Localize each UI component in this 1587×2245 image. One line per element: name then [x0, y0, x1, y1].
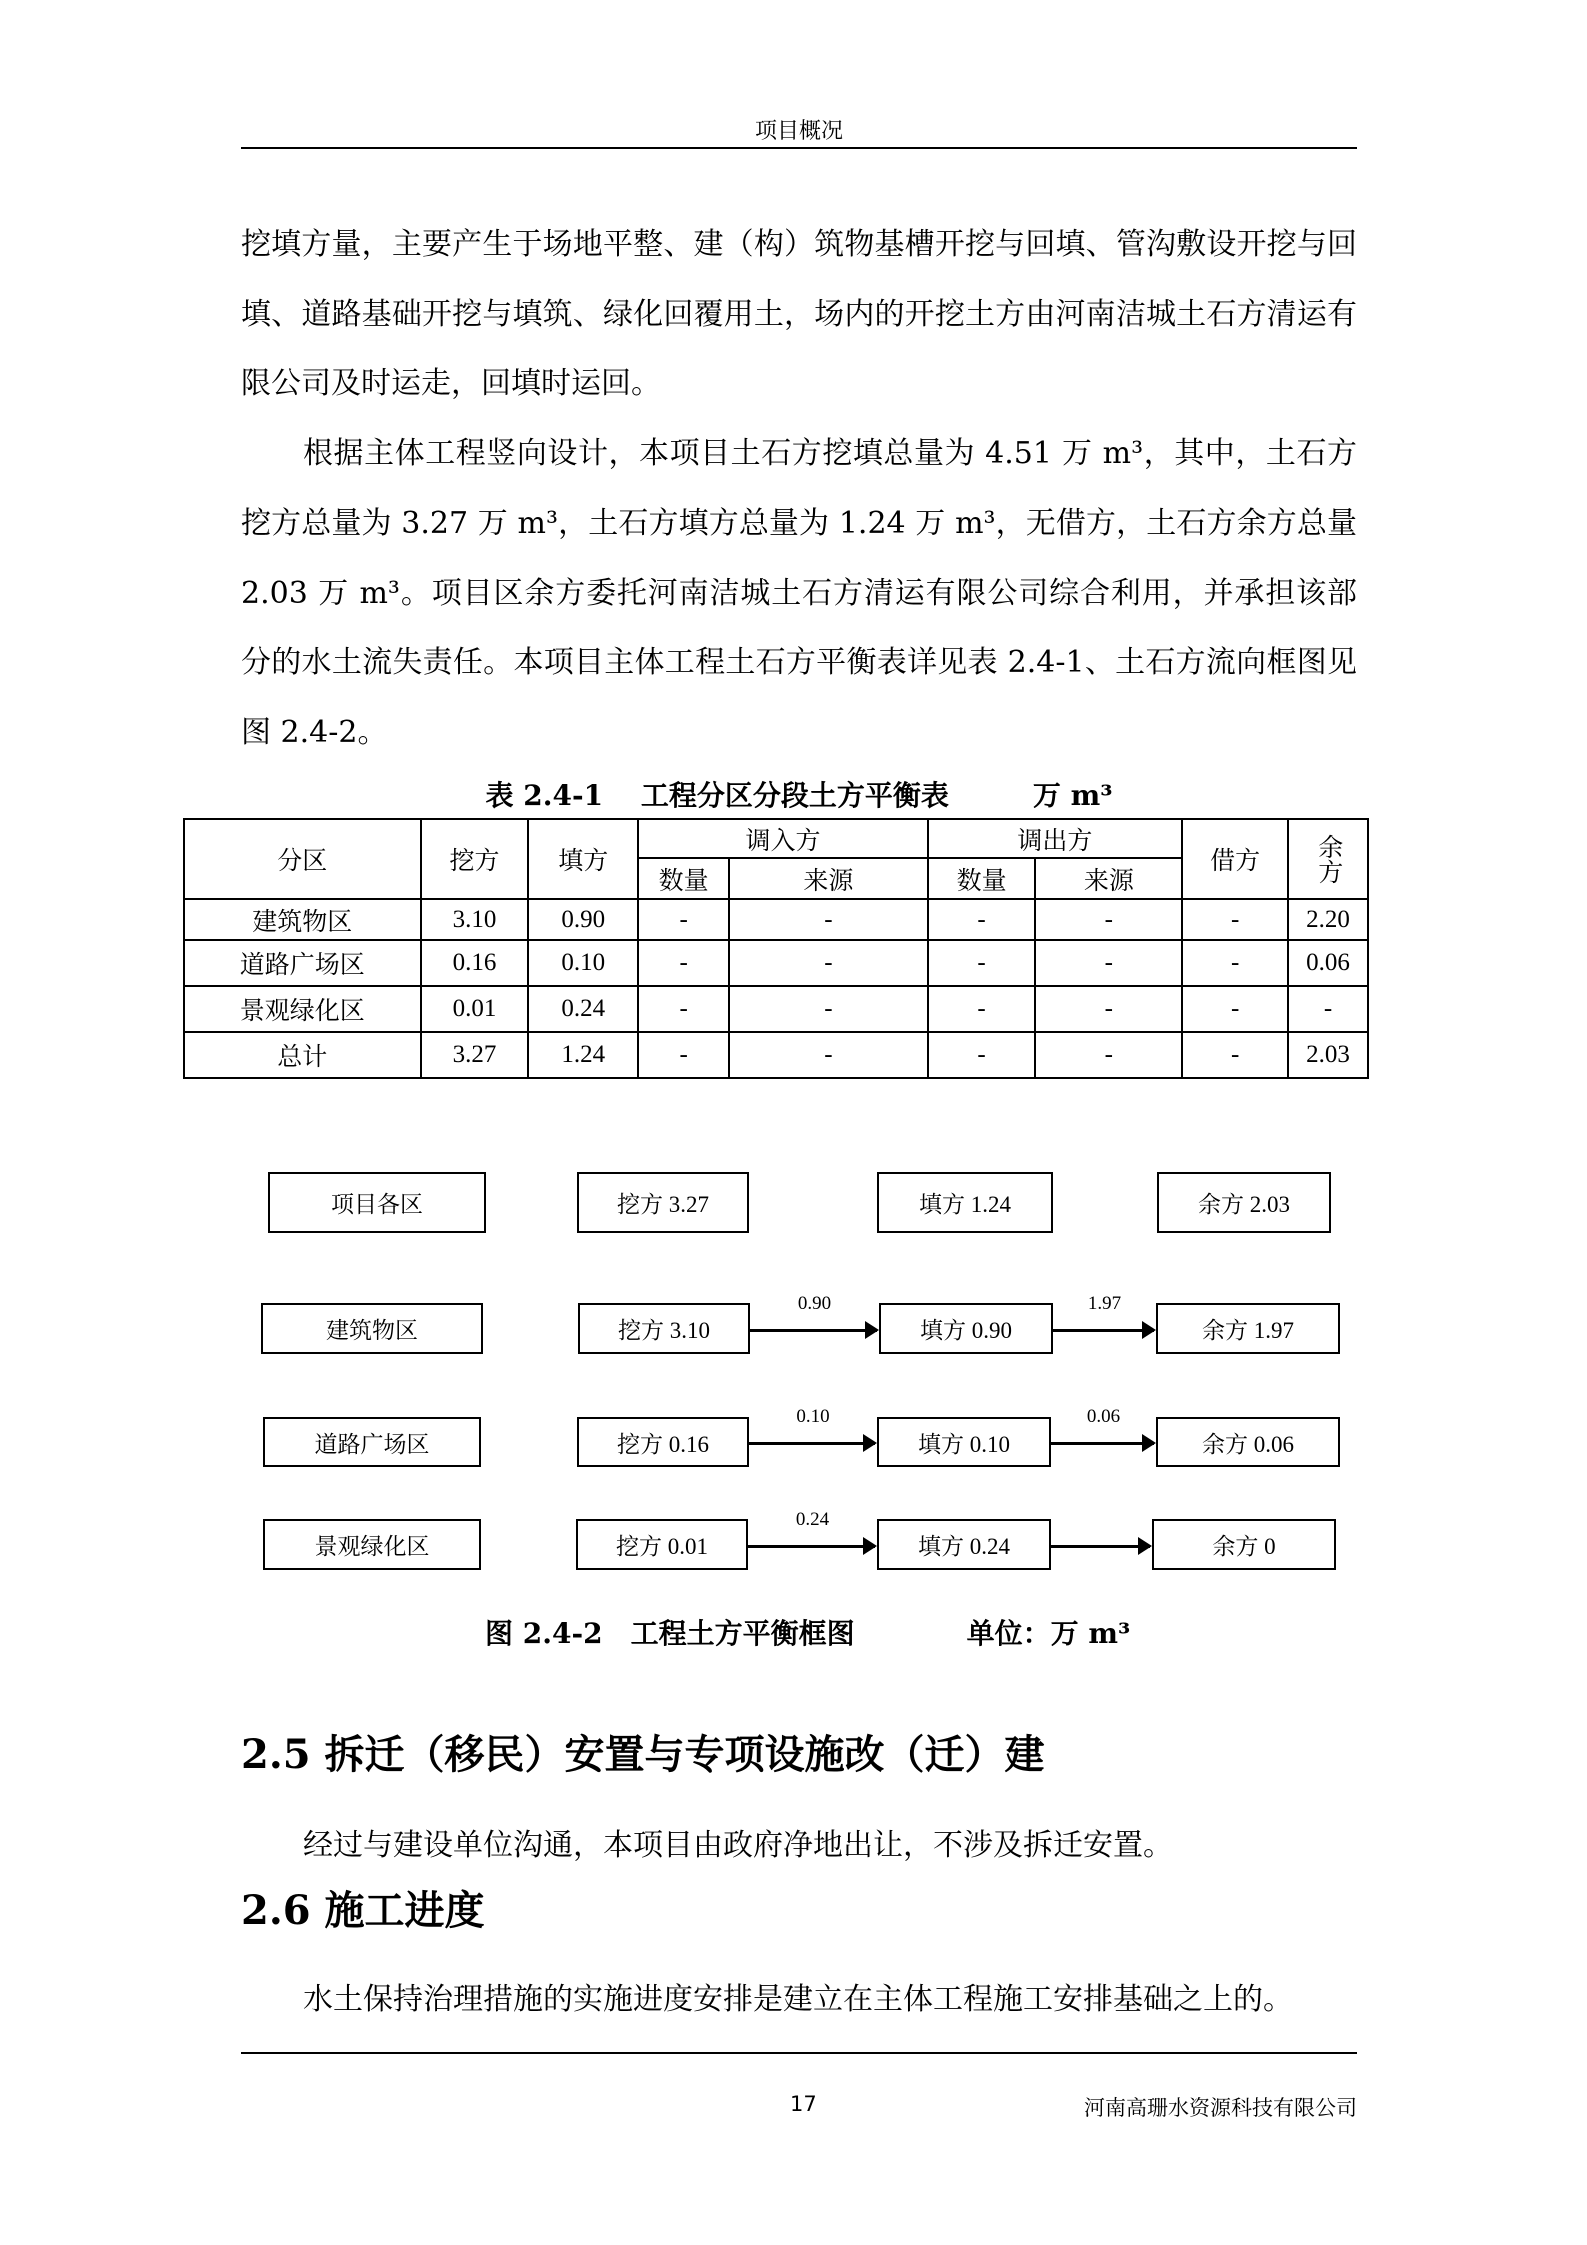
table-cell: 0.10: [528, 940, 638, 986]
table-cell: -: [729, 1032, 928, 1078]
header-out-qty: 数量: [928, 858, 1036, 899]
flow-box-zone: 项目各区: [268, 1172, 486, 1233]
section-2-5-heading: 2.5 拆迁（移民）安置与专项设施改（迁）建: [241, 1731, 1045, 1778]
table-cell: 0.01: [421, 986, 529, 1032]
flow-arrow: [1051, 1545, 1150, 1548]
table-row: [184, 899, 1368, 940]
flow-arrow: [1053, 1329, 1154, 1332]
flow-arrow-label: 0.24: [795, 1508, 830, 1530]
table-cell: -: [1035, 899, 1182, 940]
header-transfer-in: 调入方: [638, 819, 927, 858]
header-in-src: 来源: [729, 858, 928, 899]
table-cell: 3.10: [421, 899, 529, 940]
flow-arrow-label: 1.97: [1087, 1292, 1122, 1314]
table-cell: 1.24: [528, 1032, 638, 1078]
table-cell: -: [1182, 899, 1288, 940]
header-rule: [241, 147, 1357, 149]
figure-caption: 图 2.4-2 工程土方平衡框图 单位：万 m³: [485, 1617, 1131, 1650]
header-zone: 分区: [184, 819, 421, 899]
flow-arrow: [1051, 1442, 1154, 1445]
table-cell: -: [928, 986, 1036, 1032]
table-cell: 2.03: [1288, 1032, 1368, 1078]
flow-box-zone: 建筑物区: [261, 1303, 483, 1354]
flow-box-zone: 景观绿化区: [263, 1519, 481, 1570]
flow-arrow-label: 0.90: [797, 1292, 832, 1314]
page-number: 17: [790, 2092, 817, 2116]
table-row: [184, 986, 1368, 1032]
flow-box-cut: 挖方 0.01: [576, 1519, 748, 1570]
table-cell: -: [729, 940, 928, 986]
header-borrow: 借方: [1182, 819, 1288, 899]
footer-rule: [241, 2052, 1357, 2054]
flow-box-cut: 挖方 3.27: [577, 1172, 749, 1233]
flow-box-surplus: 余方 0.06: [1156, 1417, 1340, 1467]
flow-arrow-label: 0.10: [796, 1406, 830, 1427]
table-cell: 2.20: [1288, 899, 1368, 940]
table-cell: -: [638, 899, 729, 940]
section-2-6-heading: 2.6 施工进度: [241, 1887, 485, 1934]
flow-arrow-label: 0.06: [1086, 1406, 1121, 1427]
table-row: [184, 1032, 1368, 1078]
flow-box-fill: 填方 0.24: [877, 1519, 1051, 1570]
table-cell: 建筑物区: [184, 899, 421, 940]
flow-box-fill: 填方 0.10: [877, 1417, 1051, 1467]
table-caption: 表 2.4-1 工程分区分段土方平衡表 万 m³: [485, 779, 1113, 812]
flow-box-cut: 挖方 3.10: [578, 1303, 750, 1354]
table-cell: -: [638, 940, 729, 986]
paragraph-2: 根据主体工程竖向设计，本项目土石方挖填总量为 4.51 万 m³，其中，土石方挖方总量为 3.27 万 m³，土石方填方总量为 1.24 万 m³，无借方，土石方余方总量 2.03 万 m³。项目区余方委托河南洁城土石方清运有限公司综合利用，并承担该部分的水土流失责任。本项目主体工程土石方平衡表详见表 2.4-1、土石方流向框图见图 2.4-2。: [241, 436, 1357, 750]
table-cell: -: [638, 1032, 729, 1078]
table-cell: -: [1288, 986, 1368, 1032]
table-cell: -: [1035, 940, 1182, 986]
table-cell: -: [729, 899, 928, 940]
table-cell: -: [1035, 986, 1182, 1032]
table-cell: -: [928, 899, 1036, 940]
table-cell: -: [1035, 1032, 1182, 1078]
flow-box-fill: 填方 0.90: [879, 1303, 1053, 1354]
flow-arrow: [749, 1442, 875, 1445]
table-cell: 景观绿化区: [184, 986, 421, 1032]
running-header: 项目概况: [754, 119, 843, 144]
flow-box-surplus: 余方 1.97: [1156, 1303, 1340, 1354]
table-cell: -: [1182, 940, 1288, 986]
body-text: [241, 210, 1357, 768]
flow-box-zone: 道路广场区: [263, 1417, 481, 1467]
table-cell: 道路广场区: [184, 940, 421, 986]
flow-box-cut: 挖方 0.16: [577, 1417, 749, 1467]
flow-arrow: [750, 1329, 877, 1332]
paragraph-1: 挖填方量，主要产生于场地平整、建（构）筑物基槽开挖与回填、管沟敷设开挖与回填、道路基础开挖与填筑、绿化回覆用土，场内的开挖土方由河南洁城土石方清运有限公司及时运走，回填时运回。: [241, 227, 1357, 402]
company-name: 河南高珊水资源科技有限公司: [1084, 2096, 1357, 2120]
header-transfer-out: 调出方: [928, 819, 1183, 858]
section-2-6-text: 水土保持治理措施的实施进度安排是建立在主体工程施工安排基础之上的。: [303, 1982, 1293, 2017]
earthwork-balance-table: [183, 818, 1369, 1079]
table-cell: -: [729, 986, 928, 1032]
header-out-src: 来源: [1035, 858, 1182, 899]
header-surplus: 余方: [1288, 819, 1368, 899]
table-cell: -: [928, 940, 1036, 986]
table-cell: 0.24: [528, 986, 638, 1032]
table-cell: 0.06: [1288, 940, 1368, 986]
flow-arrow: [748, 1545, 875, 1548]
table-cell: 3.27: [421, 1032, 529, 1078]
header-fill: 填方: [528, 819, 638, 899]
table-cell: -: [1182, 986, 1288, 1032]
table-cell: 0.16: [421, 940, 529, 986]
flow-box-fill: 填方 1.24: [877, 1172, 1053, 1233]
flow-box-surplus: 余方 0: [1152, 1519, 1336, 1570]
section-2-5-text: 经过与建设单位沟通，本项目由政府净地出让，不涉及拆迁安置。: [303, 1828, 1173, 1863]
table-cell: 总计: [184, 1032, 421, 1078]
header-cut: 挖方: [421, 819, 529, 899]
flow-box-surplus: 余方 2.03: [1157, 1172, 1331, 1233]
table-cell: -: [928, 1032, 1036, 1078]
table-row: [184, 940, 1368, 986]
table-cell: 0.90: [528, 899, 638, 940]
table-cell: -: [638, 986, 729, 1032]
header-in-qty: 数量: [638, 858, 729, 899]
table-cell: -: [1182, 1032, 1288, 1078]
